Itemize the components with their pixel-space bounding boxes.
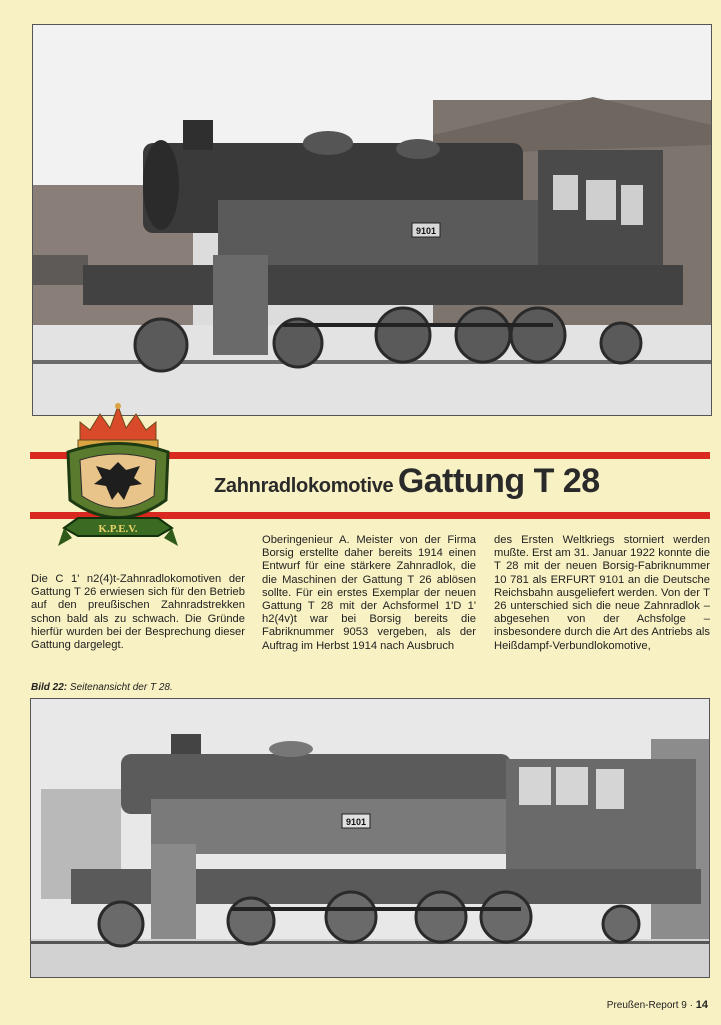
caption-text: Seitenansicht der T 28. xyxy=(69,682,173,693)
title-prefix: Zahnradlokomotive xyxy=(214,475,394,497)
title-main: Gattung T 28 xyxy=(397,462,600,500)
publication-name: Preußen-Report 9 xyxy=(606,1000,687,1011)
text-column-1: Die C 1' n2(4)t-Zahnradlokomotiven der Gattung T 26 erwiesen sich für den Betrieb auf den preußischen Zahnradstrekken schon bald als zu schwach. Die Gründe hierfür wurden bei der Besprechung dieser Gattung dargelegt. xyxy=(31,573,245,652)
footer-separator: · xyxy=(689,1000,693,1011)
page-number: 14 xyxy=(695,999,708,1011)
text-column-2: Oberingenieur A. Meister von der Firma Borsig erstellte daher bereits 1914 einen Entwurf für eine stärkere Zahnradlok, die die Maschinen der Gattung T 26 ablösen sollte. Für ein erstes Exemplar der neuen Gattung T 28 mit der Achsformel 1'D 1' h2(4v)t war bei Borsig bereits die Fabriknummer 9053 vergeben, als der Auftrag im Herbst 1914 nach Ausbruch xyxy=(262,534,476,652)
text-column-3: des Ersten Weltkriegs storniert werden mußte. Erst am 31. Januar 1922 konnte die T 28 mit der neuen Borsig-Fabriknummer 10 781 als ERFURT 9101 an die Deutsche Reichsbahn ausgeliefert werden. Von der T 26 unterschied sich die neue Zahnradlok – abgesehen von der Achsfolge – insbesondere durch die Art des Antriebs als Heißdampf-Verbundlokomotive, xyxy=(494,534,710,652)
page-title xyxy=(214,462,600,501)
locomotive-photo-top xyxy=(32,24,712,416)
figure-caption xyxy=(31,682,173,693)
number-plate-bottom: 9101 xyxy=(345,817,367,827)
kpev-crest-emblem xyxy=(58,400,178,560)
page-footer xyxy=(607,999,708,1011)
number-plate-top: 9101 xyxy=(415,226,437,236)
emblem-banner-text: K.P.E.V. xyxy=(98,523,138,535)
caption-label: Bild 22: xyxy=(31,682,68,693)
locomotive-photo-bottom xyxy=(30,698,710,978)
